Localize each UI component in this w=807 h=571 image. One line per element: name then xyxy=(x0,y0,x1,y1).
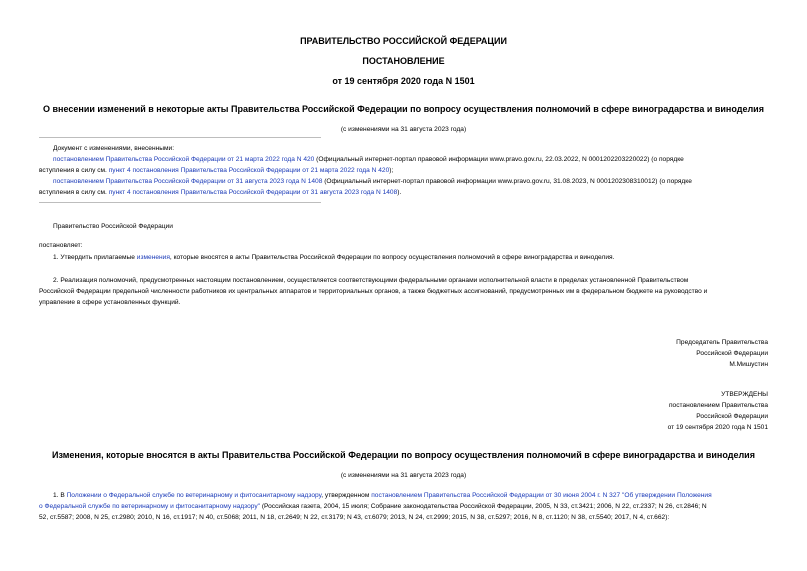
p2-line: управление в сфере установленных функций. xyxy=(39,299,181,306)
amendments-box xyxy=(39,143,768,198)
annex-revision-note: (с изменениями на 31 августа 2023 года) xyxy=(340,472,467,479)
revision-note: (с изменениями на 31 августа 2023 года) xyxy=(340,126,467,133)
regulation-link[interactable]: Положении о Федеральной службе по ветеринарному и фитосанитарному надзору xyxy=(66,492,322,499)
government-line: Правительство Российской Федерации xyxy=(53,223,173,230)
amendment-item xyxy=(39,154,768,165)
amendments-top-rule xyxy=(39,137,321,138)
authority-heading: ПРАВИТЕЛЬСТВО РОССИЙСКОЙ ФЕДЕРАЦИИ xyxy=(300,36,507,46)
decree-327-link[interactable]: постановлением Правительства Российской Федерации от 30 июня 2004 г. N 327 "Об утверждении Положения xyxy=(371,492,712,499)
amendment-line2-suffix: ). xyxy=(397,189,402,196)
changes-link[interactable]: изменения xyxy=(136,254,170,261)
annex-p1-prefix: 1. В xyxy=(53,492,67,499)
p2-line: 2. Реализация полномочий, предусмотренных настоящим постановлением, осуществляется соответствующими федеральными органами исполнительной власти в пределах установленной Правительством xyxy=(53,277,689,284)
approval-line: постановлением Правительства xyxy=(668,402,768,409)
amendments-bottom-rule xyxy=(39,202,321,203)
amendment-point4-link-420[interactable]: пункт 4 постановления Правительства Российской Федерации от 21 марта 2022 года N 420 xyxy=(108,167,390,174)
signature-title: Российской Федерации xyxy=(696,350,768,357)
amendment-item-line2 xyxy=(39,165,768,176)
amendments-intro: Документ с изменениями, внесенными: xyxy=(53,145,175,152)
decrees-line: постановляет: xyxy=(39,242,83,249)
annex-p1-line2 xyxy=(39,501,768,512)
annex-paragraph-1 xyxy=(39,490,768,523)
amendment-text: (Официальный интернет-портал правовой информации www.pravo.gov.ru, 31.08.2023, N 0001202308310012) (о порядке xyxy=(322,178,692,185)
annex-p1-mid: , утвержденном xyxy=(321,492,372,499)
p1-prefix: 1. Утвердить прилагаемые xyxy=(53,254,137,261)
signatory-name: М.Мишустин xyxy=(729,361,768,368)
annex-p1-line1 xyxy=(39,490,768,501)
amendment-item-line2 xyxy=(39,187,768,198)
approval-line: Российской Федерации xyxy=(696,413,768,420)
signature-block xyxy=(676,337,768,370)
annex-title: Изменения, которые вносятся в акты Правительства Российской Федерации по вопросу осуществления полномочий в сфере виноградарства и виноделия xyxy=(52,450,755,460)
date-number: от 19 сентября 2020 года N 1501 xyxy=(332,76,475,86)
decree-327-link-cont[interactable]: о Федеральной службе по ветеринарному и фитосанитарному надзору" xyxy=(39,503,260,510)
p1-suffix: , которые вносятся в акты Правительства Российской Федерации по вопросу осуществления полномочий в сфере виноградарства и виноделия. xyxy=(169,254,615,261)
annex-p1-line2-text: (Российская газета, 2004, 15 июля; Собрание законодательства Российской Федерации, 2005, N 33, ст.3421; 2006, N 22, ст.2337; N 26, ст.2846; N xyxy=(259,503,707,510)
signature-title: Председатель Правительства xyxy=(676,339,768,346)
amendment-item xyxy=(39,176,768,187)
amendment-line2-suffix: ); xyxy=(389,167,394,174)
approval-block xyxy=(668,389,768,433)
document-title: О внесении изменений в некоторые акты Правительства Российской Федерации по вопросу осуществления полномочий в сфере виноградарства и виноделия xyxy=(43,104,764,114)
amendment-point4-link-1408[interactable]: пункт 4 постановления Правительства Российской Федерации от 31 августа 2023 года N 1408 xyxy=(108,189,398,196)
amendment-link-1408[interactable]: постановлением Правительства Российской Федерации от 31 августа 2023 года N 1408 xyxy=(53,178,323,185)
amendment-link-420[interactable]: постановлением Правительства Российской Федерации от 21 марта 2022 года N 420 xyxy=(53,156,315,163)
approval-line: от 19 сентября 2020 года N 1501 xyxy=(667,424,768,431)
amendment-line2-prefix: вступления в силу см. xyxy=(39,189,109,196)
doc-type-heading: ПОСТАНОВЛЕНИЕ xyxy=(362,56,445,66)
paragraph-1 xyxy=(53,254,614,261)
amendment-line2-prefix: вступления в силу см. xyxy=(39,167,109,174)
p2-line: Российской Федерации предельной численности работников их центральных аппаратов и территориальных органов, а также бюджетных ассигнований, предусмотренных им в федеральном бюджете на руководство и xyxy=(39,288,708,295)
paragraph-2 xyxy=(39,275,768,308)
amendment-text: (Официальный интернет-портал правовой информации www.pravo.gov.ru, 22.03.2022, N 0001202203220022) (о порядке xyxy=(314,156,684,163)
annex-p1-line3: 52, ст.5587; 2008, N 25, ст.2980; 2010, N 16, ст.1917; N 40, ст.5068; 2011, N 18, ст.2649; N 22, ст.3179; N 43, ст.6079; 2013, N 24, ст.2999; 2015, N 38, ст.5297; 2016, N 8, ст.1120; N 38, ст.5540; 2017, N 4, ст.662): xyxy=(39,514,670,521)
approval-line: УТВЕРЖДЕНЫ xyxy=(721,391,768,398)
